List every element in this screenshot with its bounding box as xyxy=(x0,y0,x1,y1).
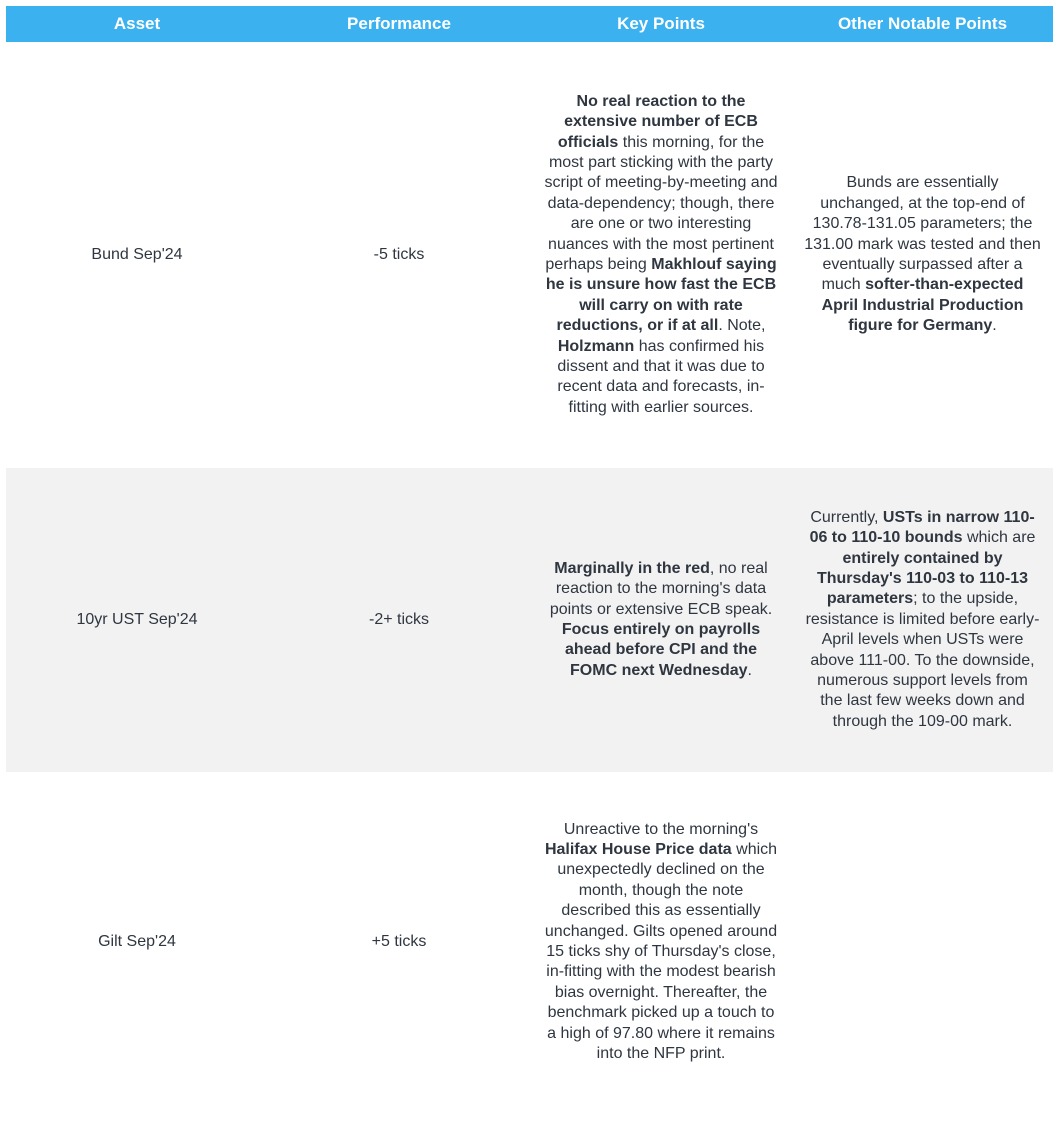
table-row xyxy=(6,772,1053,1112)
highlight-text: Focus entirely on payrolls ahead before CPI and the FOMC next Wednesday xyxy=(561,621,761,679)
highlight-text: Marginally in the red xyxy=(554,559,710,577)
header-performance: Performance xyxy=(347,14,451,33)
highlight-text: No real reaction to the extensive number of ECB officials xyxy=(557,92,758,151)
header-key-points: Key Points xyxy=(617,14,705,33)
highlight-text: softer-than-expected April Industrial Production figure for Germany xyxy=(821,276,1024,335)
key-points-text xyxy=(542,820,780,1065)
key-points-cell xyxy=(530,468,792,772)
highlight-text: Holzmann xyxy=(557,337,635,355)
body-text: , no real reaction to the morning's data points or extensive ECB speak. xyxy=(549,559,773,618)
highlight-text: USTs in narrow 110-06 to 110-10 bounds xyxy=(809,508,1035,547)
asset-cell: 10yr UST Sep'24 xyxy=(76,610,198,628)
body-text: Currently, xyxy=(810,508,883,526)
body-text: which are xyxy=(962,529,1036,547)
asset-cell: Gilt Sep'24 xyxy=(98,932,176,950)
body-text: ; to the upside, resistance is limited before early-April levels when USTs were above 111-00. To the downside, numerous support levels from the last few weeks down and through the 109-00 mark. xyxy=(805,590,1040,730)
header-other-points: Other Notable Points xyxy=(837,14,1008,33)
performance-cell: -2+ ticks xyxy=(368,610,429,628)
body-text: Unreactive to the morning's xyxy=(563,820,759,838)
key-points-text xyxy=(542,92,780,419)
performance-cell: +5 ticks xyxy=(371,932,427,950)
market-table xyxy=(6,6,1053,1112)
body-text: this morning, for the most part sticking with the party script of meeting-by-meeting and data-dependency; though, there are one or two interesting nuances with the most pertinent perhaps being xyxy=(544,133,778,273)
body-text: . Note, xyxy=(718,317,766,335)
body-text: Bunds are essentially unchanged, at the top-end of 130.78-131.05 parameters; the 131.00 mark was tested and then eventually surpassed after a much xyxy=(804,174,1041,294)
other-points-text xyxy=(804,173,1041,336)
key-points-cell xyxy=(530,772,792,1112)
highlight-text: Makhlouf saying he is unsure how fast the ECB will carry on with rate reductions, or if at all xyxy=(545,256,777,335)
other-points-text xyxy=(804,508,1041,732)
body-text: has confirmed his dissent and that it was due to recent data and forecasts, in-fitting with earlier sources. xyxy=(557,337,765,416)
asset-cell: Bund Sep'24 xyxy=(91,245,183,263)
key-points-cell xyxy=(530,42,792,468)
key-points-text xyxy=(542,559,780,681)
table-row xyxy=(6,468,1053,772)
header-asset: Asset xyxy=(113,14,161,33)
body-text: . xyxy=(747,661,752,679)
performance-cell: -5 ticks xyxy=(373,245,425,263)
highlight-text: Halifax House Price data xyxy=(544,840,732,858)
other-points-cell xyxy=(792,772,1053,1112)
table-row xyxy=(6,42,1053,468)
other-points-cell xyxy=(792,468,1053,772)
highlight-text: entirely contained by Thursday's 110-03 to 110-13 parameters xyxy=(816,549,1029,608)
table-header xyxy=(6,6,1053,42)
body-text: which unexpectedly declined on the month, though the note described this as essentially unchanged. Gilts opened around 15 ticks shy of Thursday's close, in-fitting with the modest bearish bias overnight. Thereafter, the benchmark picked up a touch to a high of 97.80 where it remains into the NFP print. xyxy=(544,840,778,1063)
other-points-cell xyxy=(792,42,1053,468)
body-text: . xyxy=(992,317,997,335)
